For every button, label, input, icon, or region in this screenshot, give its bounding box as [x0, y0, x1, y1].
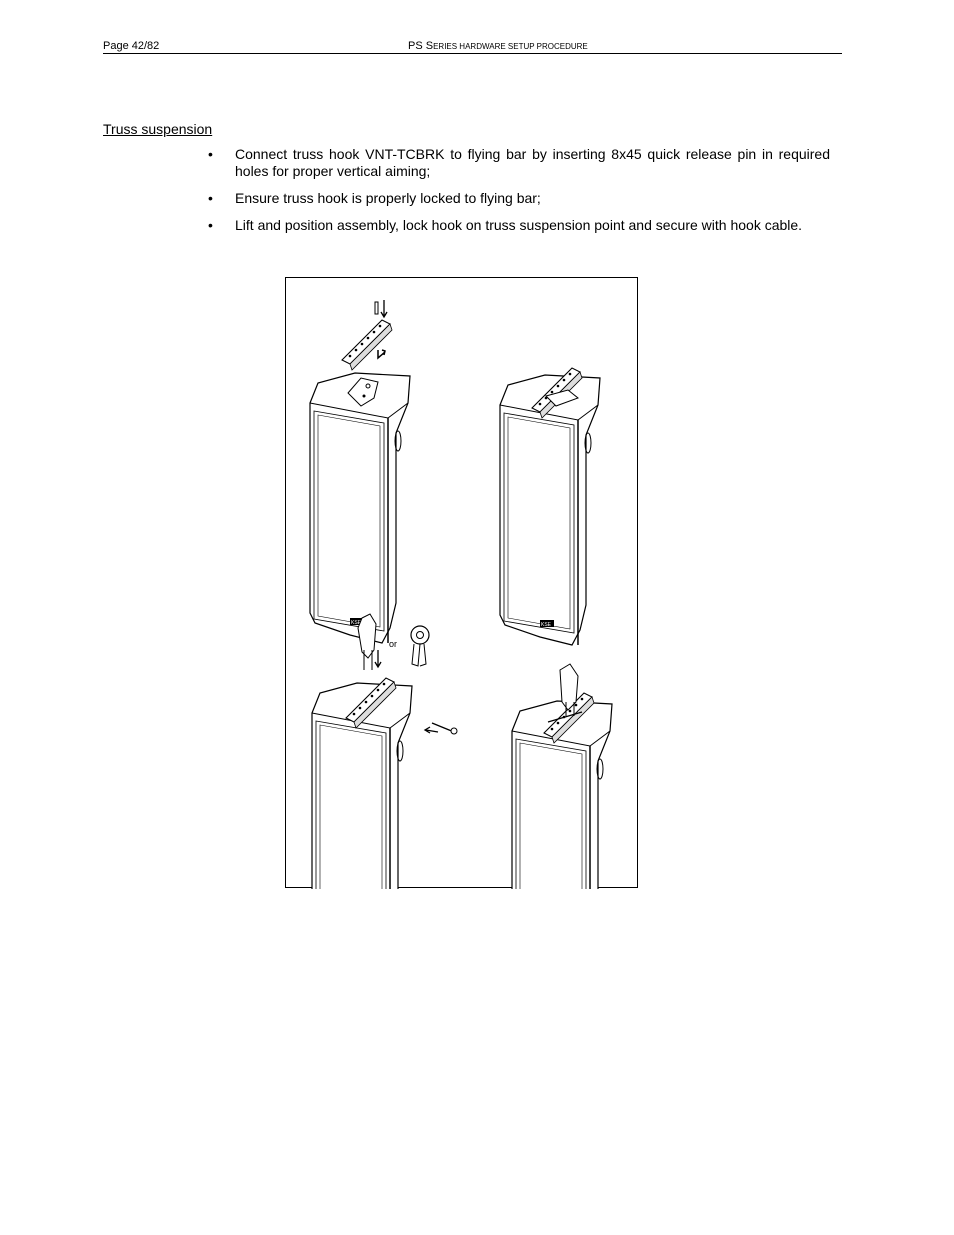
- title-cap: PS S: [408, 40, 434, 52]
- document-title: [408, 40, 588, 53]
- assembly-figure: [285, 277, 638, 888]
- step-text: Ensure truss hook is properly locked to flying bar;: [235, 190, 541, 206]
- bullet-icon: •: [208, 190, 213, 206]
- step-item: [208, 217, 830, 234]
- step4-illustration: [512, 664, 612, 889]
- step-item: [208, 146, 830, 180]
- step2-illustration: [500, 368, 600, 645]
- step-text: Connect truss hook VNT-TCBRK to flying bar by inserting 8x45 quick release pin in required holes for proper vertical aiming;: [235, 146, 830, 179]
- bullet-icon: •: [208, 146, 213, 162]
- assembly-illustration: [286, 278, 639, 889]
- page-number: Page 42/82: [103, 40, 160, 52]
- title-rest: ERIES HARDWARE SETUP PROCEDURE: [433, 42, 588, 51]
- page-header: [103, 40, 842, 54]
- step-list: [208, 146, 830, 244]
- or-label: or: [389, 639, 398, 649]
- bullet-icon: •: [208, 217, 213, 233]
- section-heading: Truss suspension: [103, 121, 213, 137]
- step-text: Lift and position assembly, lock hook on truss suspension point and secure with hook cable.: [235, 217, 803, 233]
- step-item: [208, 190, 830, 207]
- step3-illustration: [312, 614, 457, 889]
- step1-illustration: [310, 300, 410, 643]
